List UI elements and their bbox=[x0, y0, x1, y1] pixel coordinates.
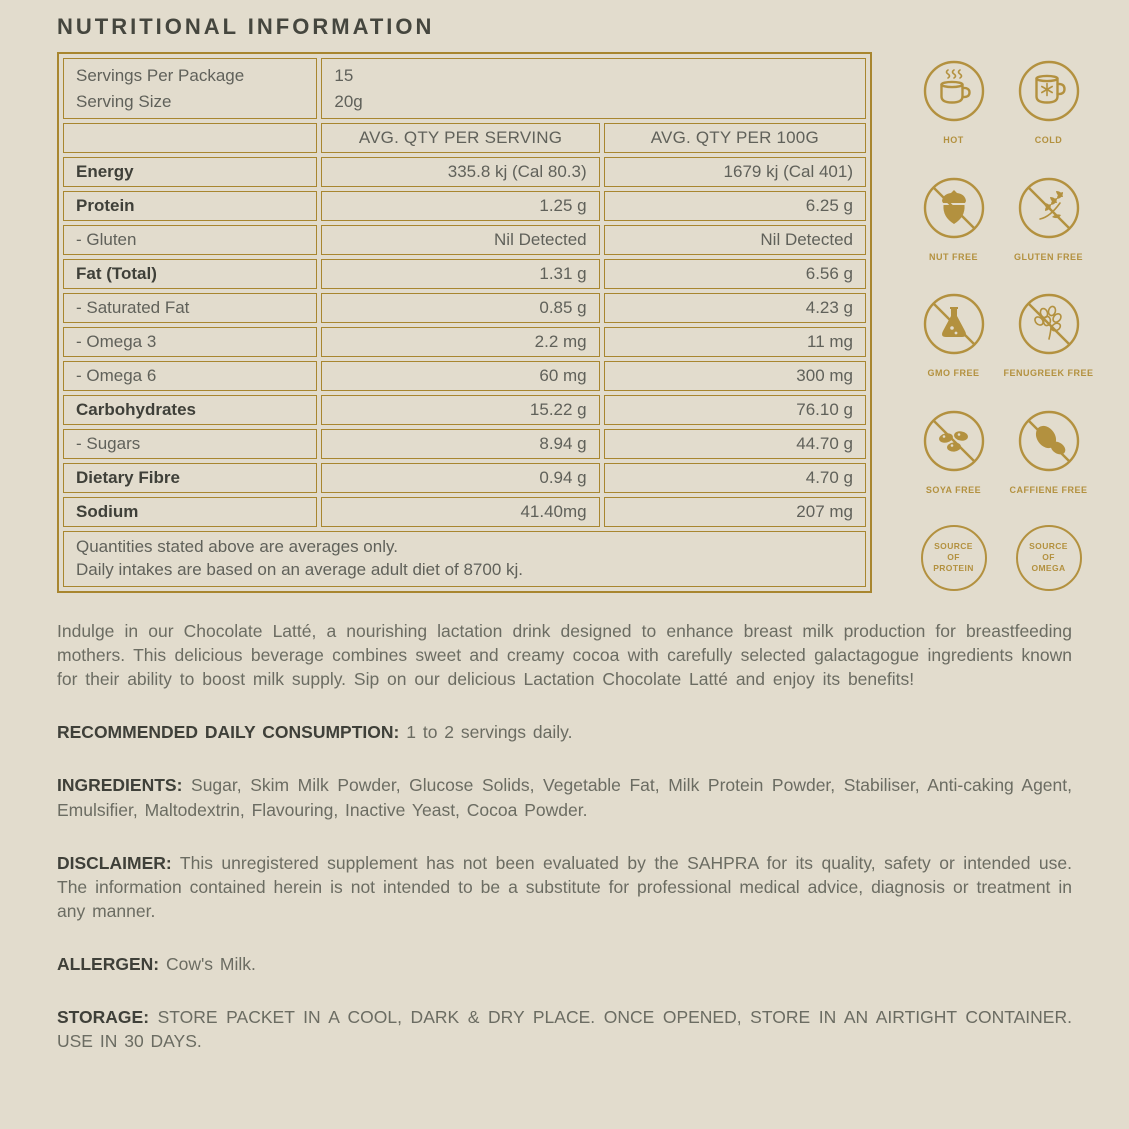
badge-hot bbox=[906, 58, 1001, 145]
source-text-line: SOURCE bbox=[934, 541, 973, 552]
section-text: Cow's Milk. bbox=[165, 954, 256, 975]
per-serving-value: 0.85 g bbox=[321, 293, 599, 323]
recommended-daily-consumption bbox=[57, 720, 1072, 744]
servings-labels-cell bbox=[63, 58, 317, 119]
table-row-omega-3 bbox=[63, 327, 866, 357]
footnote-line-1: Quantities stated above are averages only. bbox=[76, 537, 398, 556]
table-row-energy bbox=[63, 157, 866, 187]
per-serving-value: 8.94 g bbox=[321, 429, 599, 459]
serving-size-label: Serving Size bbox=[76, 91, 172, 111]
table-row-protein bbox=[63, 191, 866, 221]
disclaimer bbox=[57, 851, 1072, 923]
section-text: Sugar, Skim Milk Powder, Glucose Solids, Vegetable Fat, Milk Protein Powder, Stabiliser, Anti-caking Agent, Emulsifier, Maltodextrin, Flavouring, Inactive Yeast, Cocoa Powder. bbox=[57, 775, 1072, 820]
section-text: STORE PACKET IN A COOL, DARK & DRY PLACE. ONCE OPENED, STORE IN AN AIRTIGHT CONTAINER. USE IN 30 DAYS. bbox=[57, 1007, 1072, 1052]
section-label: ALLERGEN: bbox=[57, 954, 160, 975]
source-text-line: PROTEIN bbox=[933, 563, 974, 574]
per-100g-value: Nil Detected bbox=[604, 225, 866, 255]
source-text-line: OMEGA bbox=[1031, 563, 1066, 574]
per-serving-value: 60 mg bbox=[321, 361, 599, 391]
table-row-fat-total bbox=[63, 259, 866, 289]
badge-caffiene-free bbox=[1001, 408, 1096, 495]
badge-gluten-free bbox=[1001, 175, 1096, 262]
source-text-line: OF bbox=[947, 552, 960, 563]
source-text-line: SOURCE bbox=[1029, 541, 1068, 552]
badge-label: CAFFIENE FREE bbox=[1009, 485, 1088, 496]
nutrient-label: - Gluten bbox=[63, 225, 317, 255]
servings-per-package-label: Servings Per Package bbox=[76, 66, 245, 85]
cold-icon bbox=[1016, 58, 1082, 129]
badge-column bbox=[906, 52, 1096, 593]
nutrient-label: Sodium bbox=[63, 497, 317, 527]
soya-free-icon bbox=[921, 408, 987, 479]
section-text: This unregistered supplement has not been evaluated by the SAHPRA for its quality, safety or intended use. The information contained herein is not intended to be a substitute for professional medical advice, diagnosis or treatment in any manner. bbox=[57, 852, 1073, 921]
nutrient-label: Fat (Total) bbox=[63, 259, 317, 289]
col-header-per-100g: AVG. QTY PER 100G bbox=[604, 123, 866, 153]
product-description: Indulge in our Chocolate Latté, a nourishing lactation drink designed to enhance breast milk production for breastfeeding mothers. This delicious beverage combines sweet and creamy cocoa with carefully selected galactagogue ingredients known for their ability to boost milk supply. Sip on our delicious Lactation Chocolate Latté and enjoy its benefits! bbox=[57, 620, 1072, 690]
source-of-protein-icon bbox=[921, 525, 987, 591]
table-row-sodium bbox=[63, 497, 866, 527]
header-empty-cell bbox=[63, 123, 317, 153]
table-row-saturated-fat bbox=[63, 293, 866, 323]
col-header-per-serving: AVG. QTY PER SERVING bbox=[321, 123, 599, 153]
per-100g-value: 4.23 g bbox=[604, 293, 866, 323]
nutrient-label: - Omega 3 bbox=[63, 327, 317, 357]
section-label: RECOMMENDED DAILY CONSUMPTION: bbox=[57, 722, 400, 743]
per-100g-value: 1679 kj (Cal 401) bbox=[604, 157, 866, 187]
servings-row bbox=[63, 58, 866, 119]
per-serving-value: 335.8 kj (Cal 80.3) bbox=[321, 157, 599, 187]
badge-row-soya-caffiene bbox=[906, 408, 1096, 495]
table-row-dietary-fibre bbox=[63, 463, 866, 493]
caffiene-free-icon bbox=[1016, 408, 1082, 479]
per-serving-value: 2.2 mg bbox=[321, 327, 599, 357]
badge-label: FENUGREEK FREE bbox=[1003, 368, 1094, 379]
section-label: DISCLAIMER: bbox=[57, 852, 172, 873]
badge-row-temperature bbox=[906, 58, 1096, 145]
servings-values-cell bbox=[321, 58, 866, 119]
storage bbox=[57, 1005, 1072, 1053]
fenugreek-free-icon bbox=[1016, 291, 1082, 362]
allergen bbox=[57, 952, 1072, 976]
gmo-free-icon bbox=[921, 291, 987, 362]
badge-label: HOT bbox=[943, 135, 964, 145]
per-100g-value: 207 mg bbox=[604, 497, 866, 527]
badge-cold bbox=[1001, 58, 1096, 145]
nutrient-label: - Saturated Fat bbox=[63, 293, 317, 323]
badge-source-of-omega bbox=[1001, 525, 1096, 591]
footnote-row bbox=[63, 531, 866, 587]
nutrient-label: Energy bbox=[63, 157, 317, 187]
header-row bbox=[63, 123, 866, 153]
table-row-omega-6 bbox=[63, 361, 866, 391]
table-row-carbohydrates bbox=[63, 395, 866, 425]
badge-label: COLD bbox=[1034, 135, 1063, 145]
serving-size-value: 20g bbox=[334, 91, 363, 111]
per-100g-value: 6.56 g bbox=[604, 259, 866, 289]
section-label: INGREDIENTS: bbox=[57, 775, 183, 796]
hot-icon bbox=[921, 58, 987, 129]
nutrient-label: Protein bbox=[63, 191, 317, 221]
nutrient-label: Carbohydrates bbox=[63, 395, 317, 425]
section-label: STORAGE: bbox=[57, 1007, 150, 1028]
badge-label: NUT FREE bbox=[929, 251, 978, 262]
per-100g-value: 44.70 g bbox=[604, 429, 866, 459]
badge-source-of-protein bbox=[906, 525, 1001, 591]
section-text: 1 to 2 servings daily. bbox=[406, 722, 573, 743]
table-row-sugars bbox=[63, 429, 866, 459]
footnote-line-2: Daily intakes are based on an average adult diet of 8700 kj. bbox=[76, 559, 524, 579]
per-serving-value: 15.22 g bbox=[321, 395, 599, 425]
per-100g-value: 300 mg bbox=[604, 361, 866, 391]
badge-row-nut-gluten bbox=[906, 175, 1096, 262]
badge-label: SOYA FREE bbox=[925, 485, 982, 496]
servings-per-package-value: 15 bbox=[334, 66, 354, 85]
per-serving-value: 1.31 g bbox=[321, 259, 599, 289]
badge-label: GLUTEN FREE bbox=[1013, 251, 1083, 262]
badge-gmo-free bbox=[906, 291, 1001, 378]
page-title: NUTRITIONAL INFORMATION bbox=[57, 14, 435, 39]
per-100g-value: 4.70 g bbox=[604, 463, 866, 493]
per-100g-value: 76.10 g bbox=[604, 395, 866, 425]
badge-nut-free bbox=[906, 175, 1001, 262]
nutrient-label: - Omega 6 bbox=[63, 361, 317, 391]
per-serving-value: 41.40mg bbox=[321, 497, 599, 527]
per-serving-value: Nil Detected bbox=[321, 225, 599, 255]
source-of-omega-icon bbox=[1016, 525, 1082, 591]
per-serving-value: 0.94 g bbox=[321, 463, 599, 493]
nut-free-icon bbox=[921, 175, 987, 246]
per-serving-value: 1.25 g bbox=[321, 191, 599, 221]
badge-fenugreek-free bbox=[1001, 291, 1096, 378]
top-section bbox=[57, 52, 1094, 593]
badge-row-sources bbox=[906, 525, 1096, 591]
nutrient-label: - Sugars bbox=[63, 429, 317, 459]
ingredients bbox=[57, 773, 1072, 821]
badge-row-gmo-fenugreek bbox=[906, 291, 1096, 378]
source-text-line: OF bbox=[1042, 552, 1055, 563]
nutrition-table bbox=[57, 52, 872, 593]
per-100g-value: 6.25 g bbox=[604, 191, 866, 221]
nutrient-label: Dietary Fibre bbox=[63, 463, 317, 493]
per-100g-value: 11 mg bbox=[604, 327, 866, 357]
gluten-free-icon bbox=[1016, 175, 1082, 246]
table-footnote bbox=[63, 531, 866, 587]
nutrition-table-wrap bbox=[57, 52, 872, 593]
table-row-gluten bbox=[63, 225, 866, 255]
badge-soya-free bbox=[906, 408, 1001, 495]
badge-label: GMO FREE bbox=[927, 368, 980, 379]
